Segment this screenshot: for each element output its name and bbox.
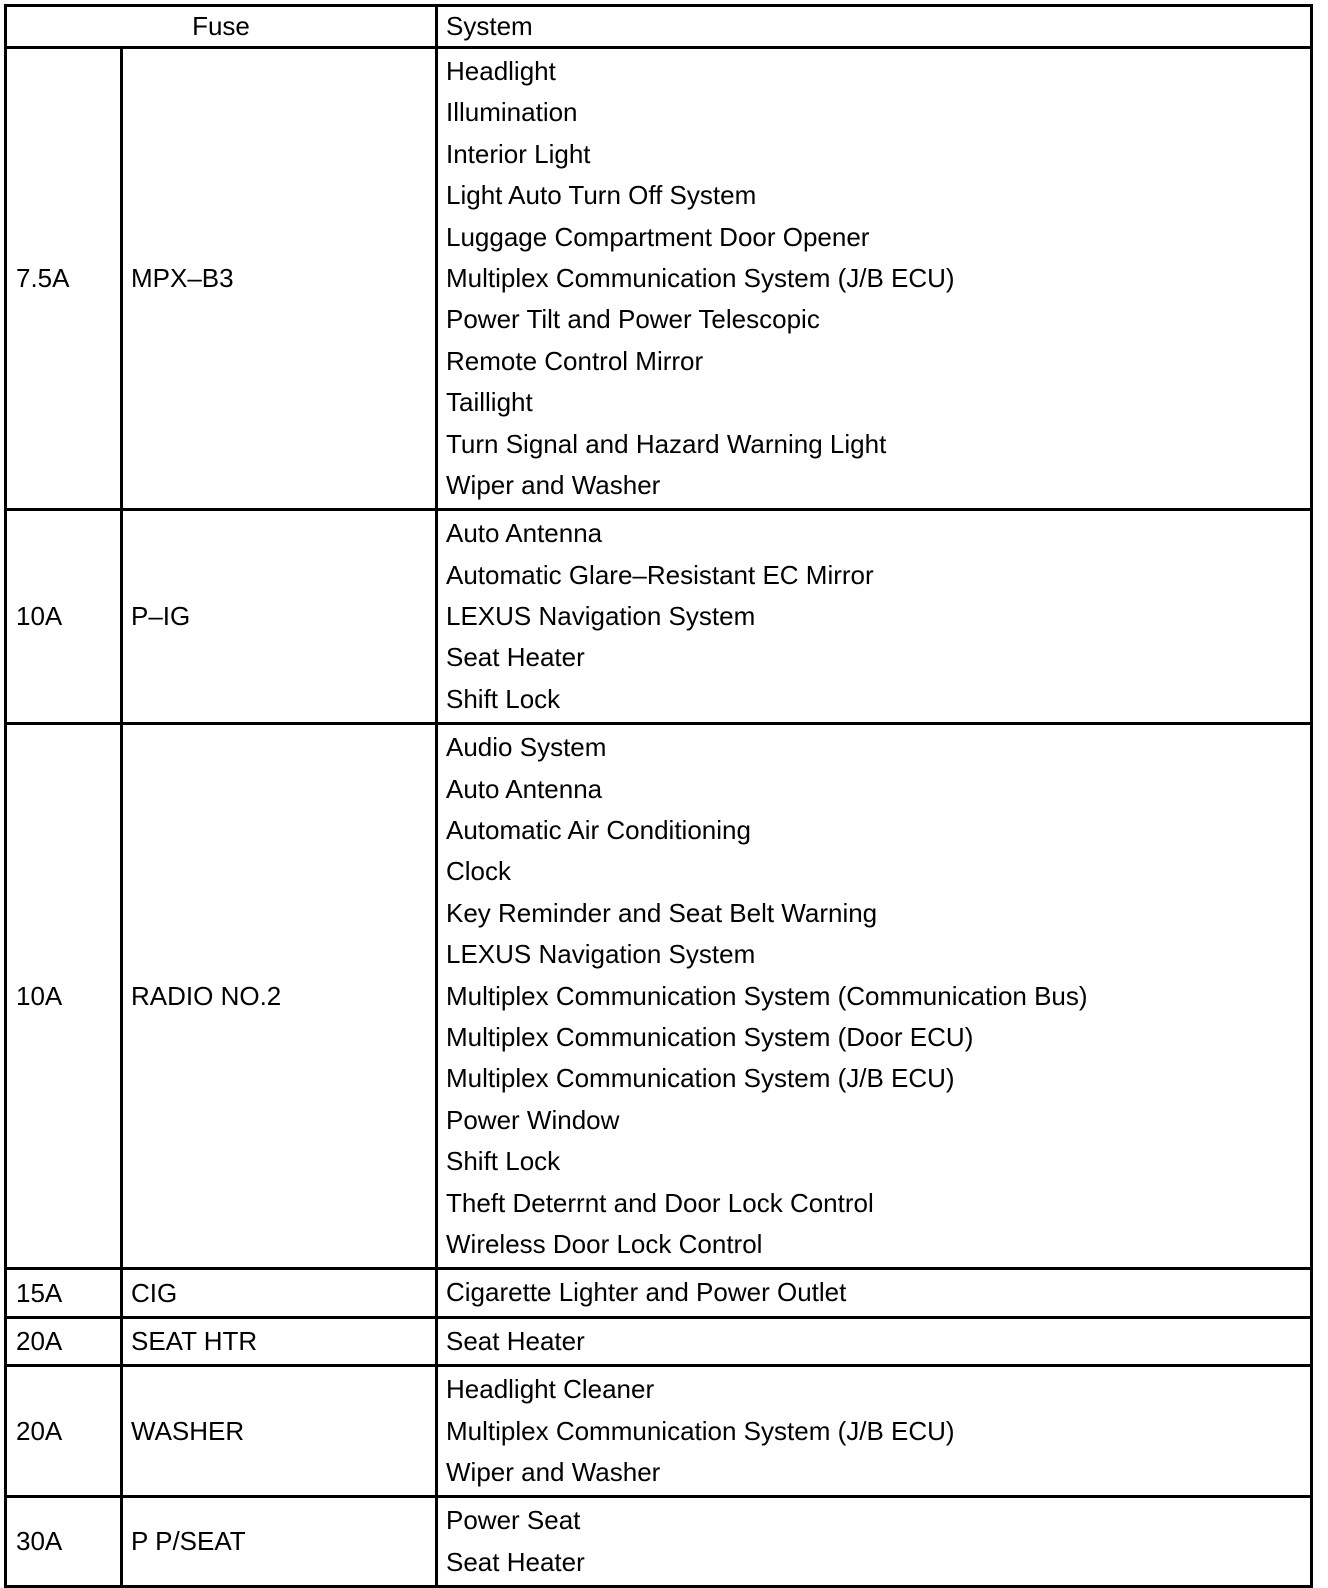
system-item: Multiplex Communication System (J/B ECU) bbox=[446, 262, 955, 293]
table-row bbox=[6, 1269, 1312, 1317]
fuse-name: SEAT HTR bbox=[122, 1317, 437, 1365]
fuse-amperage: 10A bbox=[6, 510, 122, 724]
table-row bbox=[6, 724, 1312, 1269]
system-item: Key Reminder and Seat Belt Warning bbox=[446, 897, 878, 928]
header-row bbox=[6, 6, 1312, 48]
system-item: Headlight bbox=[446, 56, 556, 86]
fuse-name: P P/SEAT bbox=[122, 1497, 437, 1587]
table-row bbox=[6, 48, 1312, 510]
system-item: Power Window bbox=[446, 1104, 620, 1135]
system-list bbox=[437, 1497, 1312, 1587]
system-item: Multiplex Communication System (J/B ECU) bbox=[446, 1063, 955, 1094]
system-item: Multiplex Communication System (Communication Bus) bbox=[446, 980, 1088, 1011]
fuse-amperage: 7.5A bbox=[6, 48, 122, 510]
system-item: Wiper and Washer bbox=[446, 469, 661, 500]
table-row bbox=[6, 1317, 1312, 1365]
system-item: LEXUS Navigation System bbox=[446, 939, 756, 970]
table-row bbox=[6, 1366, 1312, 1497]
system-item: Shift Lock bbox=[446, 1146, 561, 1177]
fuse-amperage: 20A bbox=[6, 1317, 122, 1365]
system-item: Taillight bbox=[446, 387, 533, 418]
system-item: Power Seat bbox=[446, 1505, 581, 1536]
system-item: Cigarette Lighter and Power Outlet bbox=[446, 1277, 847, 1308]
system-item: Seat Heater bbox=[446, 1325, 585, 1356]
system-list bbox=[437, 1317, 1312, 1365]
system-list bbox=[437, 724, 1312, 1269]
system-list bbox=[437, 510, 1312, 724]
system-item: Remote Control Mirror bbox=[446, 345, 704, 376]
system-column-header: System bbox=[437, 6, 1312, 48]
system-item: Light Auto Turn Off System bbox=[446, 180, 757, 211]
system-item: Auto Antenna bbox=[446, 518, 603, 549]
table-row bbox=[6, 510, 1312, 724]
system-item: Power Tilt and Power Telescopic bbox=[446, 304, 820, 335]
system-list bbox=[437, 48, 1312, 510]
fuse-name: MPX–B3 bbox=[122, 48, 437, 510]
fuse-name: RADIO NO.2 bbox=[122, 724, 437, 1269]
system-item: Headlight Cleaner bbox=[446, 1374, 655, 1405]
system-item: Multiplex Communication System (J/B ECU) bbox=[446, 1415, 955, 1446]
fuse-name: P–IG bbox=[122, 510, 437, 724]
fuse-column-header: Fuse bbox=[6, 6, 437, 48]
system-item: Clock bbox=[446, 856, 512, 887]
system-item: Wiper and Washer bbox=[446, 1456, 661, 1487]
system-item: Illumination bbox=[446, 97, 578, 128]
fuse-amperage: 30A bbox=[6, 1497, 122, 1587]
fuse-name: WASHER bbox=[122, 1366, 437, 1497]
system-item: Luggage Compartment Door Opener bbox=[446, 221, 870, 252]
system-item: Multiplex Communication System (Door ECU) bbox=[446, 1021, 974, 1052]
system-item: Shift Lock bbox=[446, 683, 561, 714]
system-item: Automatic Glare–Resistant EC Mirror bbox=[446, 559, 874, 590]
fuse-rows bbox=[6, 48, 1312, 1587]
system-item: Automatic Air Conditioning bbox=[446, 815, 751, 846]
fuse-name: CIG bbox=[122, 1269, 437, 1317]
system-item: Seat Heater bbox=[446, 1546, 585, 1577]
system-item: Theft Deterrnt and Door Lock Control bbox=[446, 1187, 874, 1218]
system-list bbox=[437, 1269, 1312, 1317]
system-item: LEXUS Navigation System bbox=[446, 601, 756, 632]
system-item: Turn Signal and Hazard Warning Light bbox=[446, 428, 887, 459]
fuse-amperage: 20A bbox=[6, 1366, 122, 1497]
system-item: Interior Light bbox=[446, 138, 591, 169]
system-item: Seat Heater bbox=[446, 642, 585, 673]
system-list bbox=[437, 1366, 1312, 1497]
table-row bbox=[6, 1497, 1312, 1587]
system-item: Wireless Door Lock Control bbox=[446, 1228, 763, 1259]
fuse-amperage: 15A bbox=[6, 1269, 122, 1317]
system-item: Audio System bbox=[446, 732, 607, 763]
fuse-table bbox=[4, 4, 1313, 1588]
fuse-amperage: 10A bbox=[6, 724, 122, 1269]
system-item: Auto Antenna bbox=[446, 773, 603, 804]
